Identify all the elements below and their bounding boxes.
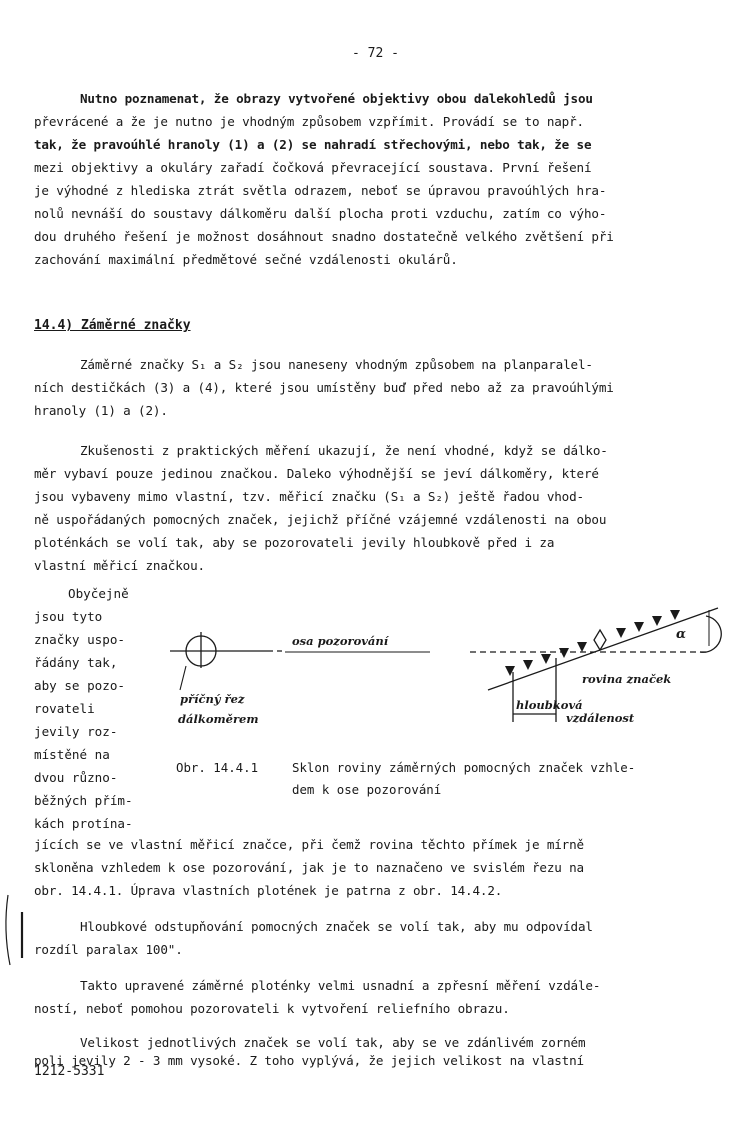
text-line: měr vybaví pouze jedinou značkou. Daleko výhodnější se jeví dálkoměry, které xyxy=(34,466,599,481)
label-angle: α xyxy=(676,627,687,642)
text-line: obr. 14.4.1. Úprava vlastních plotének je patrna z obr. 14.4.2. xyxy=(34,883,503,898)
text-line: ních destičkách (3) a (4), které jsou umístěny buď před nebo až za pravoúhlými xyxy=(34,380,614,395)
text-line: Zkušenosti z praktických měření ukazují, že není vhodné, když se dálko- xyxy=(80,443,608,458)
text-line: Záměrné značky S₁ a S₂ jsou naneseny vhodným způsobem na planparalel- xyxy=(80,357,593,372)
text-line: Velikost jednotlivých značek se volí tak, aby se ve zdánlivém zorném xyxy=(80,1035,586,1050)
label-depth: hloubková xyxy=(516,698,583,712)
text-line: je výhodné z hlediska ztrát světla odrazem, neboť se úpravou pravoúhlých hra- xyxy=(34,183,607,198)
figure-caption: Sklon roviny záměrných pomocných značek vzhle- xyxy=(292,760,636,775)
text-line: rozdíl paralax 100". xyxy=(34,942,183,957)
text-line: hranoly (1) a (2). xyxy=(34,403,168,418)
text-line: ně uspořádaných pomocných značek, jejichž příčné vzájemné vzdálenosti na obou xyxy=(34,512,607,527)
text-line: tak, že pravoúhlé hranoly (1) a (2) se nahradí střechovými, nebo tak, že se xyxy=(34,137,592,152)
text-line: Nutno poznamenat, že obrazy vytvořené objektivy obou dalekohledů jsou xyxy=(80,91,593,106)
text-line: místěné na xyxy=(34,747,110,762)
text-line: kách protína- xyxy=(34,816,133,831)
text-line: jsou tyto xyxy=(34,609,103,624)
text-line: převrácené a že je nutno je vhodným způsobem vzpřímit. Provádí se to např. xyxy=(34,114,584,129)
text-line: dvou různo- xyxy=(34,770,118,785)
section-heading: 14.4) Záměrné značky xyxy=(34,318,191,333)
label-cross-section-2: dálkoměrem xyxy=(178,712,259,726)
text-line: rovateli xyxy=(34,701,95,716)
label-cross-section: příčný řez xyxy=(180,692,245,706)
text-line: dou druhého řešení je možnost dosáhnout snadno dostatečně velkého zvětšení při xyxy=(34,229,614,244)
text-line: aby se pozo- xyxy=(34,678,125,693)
text-line: jevily roz- xyxy=(34,724,118,739)
text-line: jsou vybaveny mimo vlastní, tzv. měřicí značku (S₁ a S₂) ještě řadou vhod- xyxy=(34,489,584,504)
text-line: řádány tak, xyxy=(34,655,118,670)
label-depth-2: vzdálenost xyxy=(566,711,635,725)
text-line: Takto upravené záměrné ploténky velmi usnadní a zpřesní měření vzdále- xyxy=(80,978,601,993)
text-line: nolů nevnáší do soustavy dálkoměru další plocha proti vzduchu, zatím co výho- xyxy=(34,206,607,221)
text-line: jících se ve vlastní měřicí značce, při čemž rovina těchto přímek je mírně xyxy=(34,837,584,852)
figure-caption-2: dem k ose pozorování xyxy=(292,782,442,797)
text-line: Hloubkové odstupňování pomocných značek se volí tak, aby mu odpovídal xyxy=(80,919,593,934)
text-line: Obyčejně xyxy=(68,586,129,601)
footer-code: 1212-5331 xyxy=(34,1064,105,1079)
text-line: mezi objektivy a okuláry zařadí čočková převracející soustava. První řešení xyxy=(34,160,592,175)
label-axis: osa pozorování xyxy=(292,634,389,648)
label-plane: rovina značek xyxy=(582,672,672,686)
text-line: ploténkách se volí tak, aby se pozorovateli jevily hloubkově před i za xyxy=(34,535,555,550)
page-number: - 72 - xyxy=(352,46,399,61)
text-line: značky uspo- xyxy=(34,632,125,647)
text-line: skloněna vzhledem k ose pozorování, jak je to naznačeno ve svislém řezu na xyxy=(34,860,584,875)
text-line: běžných přím- xyxy=(34,793,133,808)
text-line: ností, neboť pomohou pozorovateli k vytvoření reliefního obrazu. xyxy=(34,1001,510,1016)
text-line: poli jevily 2 - 3 mm vysoké. Z toho vyplývá, že jejich velikost na vlastní xyxy=(34,1053,584,1068)
text-line: vlastní měřicí značkou. xyxy=(34,558,205,573)
text-line: zachování maximální předmětové sečné vzdálenosti okulárů. xyxy=(34,252,458,267)
figure-number: Obr. 14.4.1 xyxy=(176,760,259,775)
